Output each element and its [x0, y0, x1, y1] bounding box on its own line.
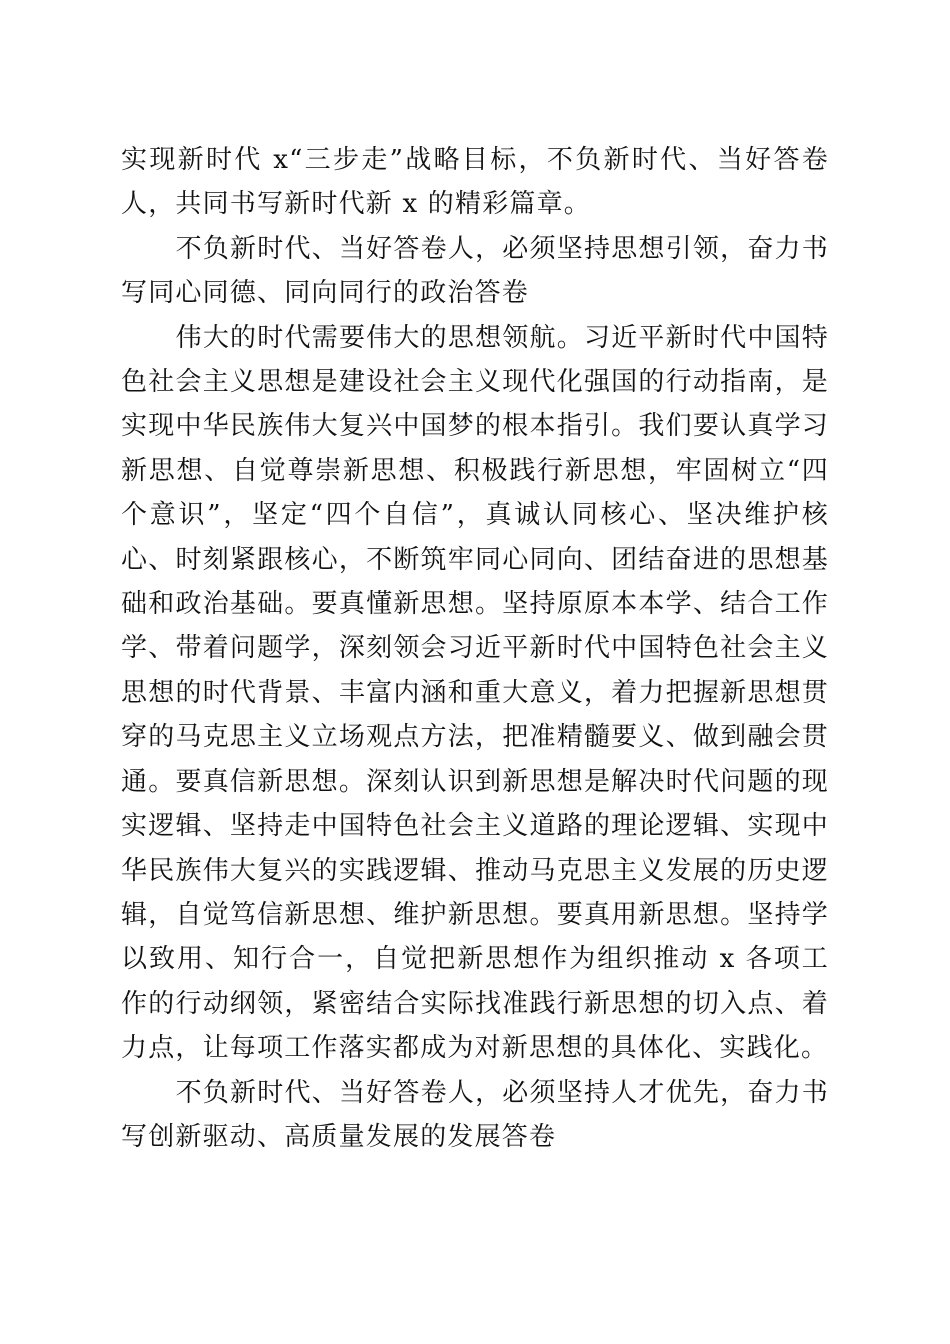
paragraph-thought-guidance: 伟大的时代需要伟大的思想领航。习近平新时代中国特色社会主义思想是建设社会主义现代化强国的行动指南，是实现中华民族伟大复兴中国梦的根本指引。我们要认真学习新思想、自觉尊崇新思想、积极践行新思想，牢固树立“四个意识”，坚定“四个自信”，真诚认同核心、坚决维护核心、时刻紧跟核心，不断筑牢同心同向、团结奋进的思想基础和政治基础。要真懂新思想。坚持原原本本学、结合工作学、带着问题学，深刻领会习近平新时代中国特色社会主义思想的时代背景、丰富内涵和重大意义，着力把握新思想贯穿的马克思主义立场观点方法，把准精髓要义、做到融会贯通。要真信新思想。深刻认识到新思想是解决时代问题的现实逻辑、坚持走中国特色社会主义道路的理论逻辑、实现中华民族伟大复兴的实践逻辑、推动马克思主义发展的历史逻辑，自觉笃信新思想、维护新思想。要真用新思想。坚持学以致用、知行合一，自觉把新思想作为组织推动 x 各项工作的行动纲领，紧密结合实际找准践行新思想的切入点、着力点，让每项工作落实都成为对新思想的具体化、实践化。: [121, 322, 829, 1064]
section-heading-political: 不负新时代、当好答卷人，必须坚持思想引领，奋力书写同心同德、同向同行的政治答卷: [121, 233, 829, 309]
paragraph-closing-sentence: 实现新时代 x“三步走”战略目标，不负新时代、当好答卷人，共同书写新时代新 x 的精彩篇章。: [121, 145, 829, 220]
section-heading-development: 不负新时代、当好答卷人，必须坚持人才优先，奋力书写创新驱动、高质量发展的发展答卷: [121, 1077, 829, 1152]
document-body: [121, 138, 829, 1159]
